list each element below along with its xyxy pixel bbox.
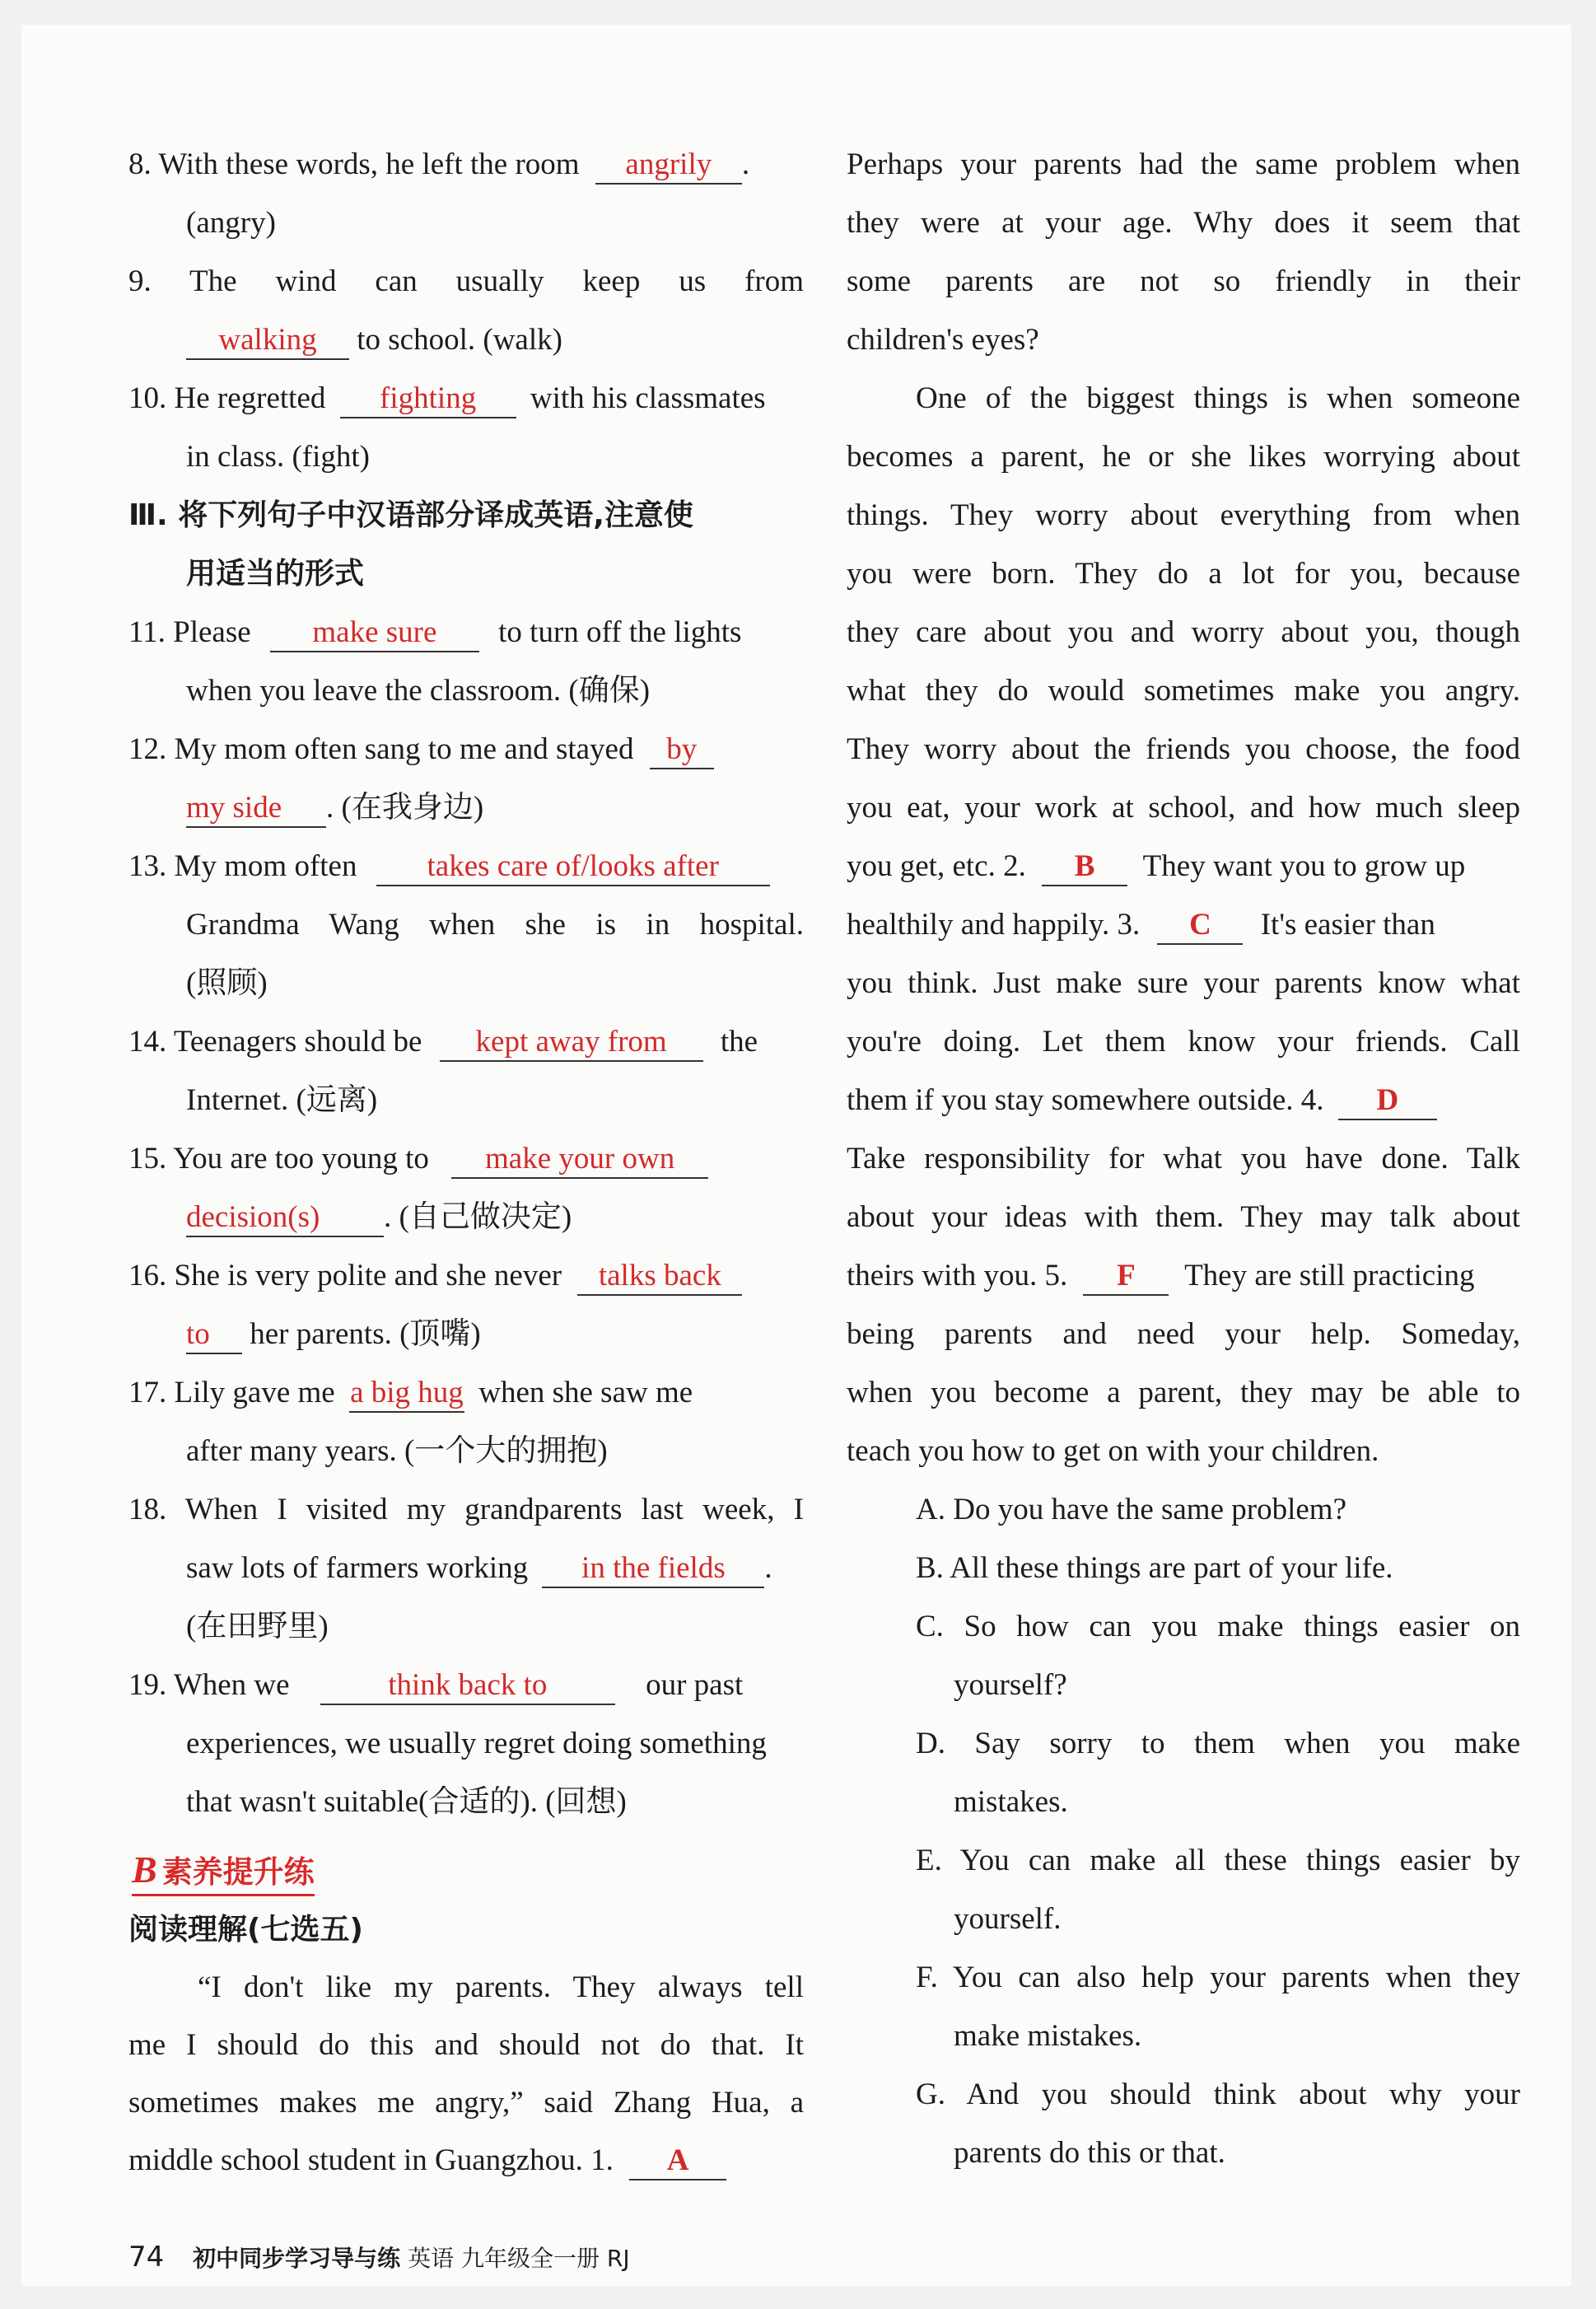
- reading-p2-line15: about your ideas with them. They may talk about: [847, 1200, 1520, 1234]
- book-subject: 英语 九年级全一册 RJ: [408, 2245, 630, 2272]
- question-19: [128, 1665, 804, 1706]
- option-e: E. You can make all these things easier by: [916, 1844, 1520, 1877]
- reading-p2-line7: They worry about the friends you choose, the food: [847, 732, 1520, 766]
- reading-title: 阅读理解(七选五): [128, 1913, 363, 1947]
- section-b-letter: B: [132, 1849, 157, 1891]
- reading-p2-line5: they care about you and worry about you, though: [847, 615, 1520, 649]
- answer-8: angrily: [595, 147, 742, 185]
- question-9: 9. The wind can usually keep us from: [128, 264, 804, 298]
- question-8: [128, 144, 804, 185]
- answer-blank-3: C: [1157, 907, 1243, 945]
- question-15-cont: [186, 1197, 572, 1238]
- passage-text: theirs with you. 5.: [847, 1259, 1068, 1292]
- question-text: 13. My mom often: [128, 849, 357, 883]
- answer-10: fighting: [340, 381, 516, 418]
- answer-15-part2: decision(s): [186, 1199, 384, 1237]
- section-3-heading: Ⅲ. 将下列句子中汉语部分译成英语,注意使: [128, 498, 693, 532]
- question-10-cont: in class. (fight): [186, 440, 370, 474]
- passage-text: They want you to grow up: [1142, 849, 1466, 883]
- passage-text: They are still practicing: [1184, 1259, 1475, 1292]
- section-b-title: 素养提升练: [161, 1854, 315, 1890]
- question-13-hint: (照顾): [186, 966, 268, 1000]
- question-text: saw lots of farmers working: [186, 1551, 529, 1585]
- option-f-cont: make mistakes.: [954, 2019, 1142, 2053]
- answer-18: in the fields: [542, 1550, 764, 1588]
- question-16: [128, 1255, 804, 1297]
- reading-p2-line1: One of the biggest things is when someone: [916, 381, 1520, 415]
- reading-p2-line14: Take responsibility for what you have done. Talk: [847, 1142, 1520, 1176]
- reading-p2-line8: you eat, your work at school, and how much sleep: [847, 791, 1520, 825]
- option-a: A. Do you have the same problem?: [916, 1493, 1346, 1526]
- question-11-cont: when you leave the classroom. (确保): [186, 674, 651, 708]
- reading-para1-line3: sometimes makes me angry,” said Zhang Hua, a: [128, 2086, 804, 2120]
- question-text: the: [720, 1025, 758, 1059]
- option-g: G. And you should think about why your: [916, 2078, 1520, 2111]
- reading-para1-line4: [128, 2140, 804, 2181]
- question-14: [128, 1021, 804, 1063]
- question-text: with his classmates: [530, 381, 766, 415]
- passage-text: them if you stay somewhere outside. 4.: [847, 1083, 1324, 1117]
- question-19-cont: experiences, we usually regret doing something: [186, 1727, 767, 1760]
- question-14-cont: Internet. (远离): [186, 1083, 378, 1117]
- answer-16-part2: to: [186, 1316, 242, 1354]
- answer-19: think back to: [320, 1667, 615, 1705]
- reading-para1-line2: me I should do this and should not do that. It: [128, 2028, 804, 2062]
- reading-p2-line4: you were born. They do a lot for you, because: [847, 557, 1520, 591]
- section-b-heading: [132, 1847, 315, 1891]
- option-d: D. Say sorry to them when you make: [916, 1727, 1520, 1760]
- reading-p2-line17: being parents and need your help. Someday,: [847, 1317, 1520, 1351]
- period: .: [741, 147, 750, 181]
- question-19-cont2: that wasn't suitable(合适的). (回想): [186, 1785, 627, 1819]
- reading-p2-line11: you think. Just make sure your parents know what: [847, 966, 1520, 1000]
- reading-p2-line3: things. They worry about everything from when: [847, 498, 1520, 532]
- question-text: 19. When we: [128, 1668, 290, 1702]
- question-11: [128, 612, 804, 653]
- passage-text: you get, etc. 2.: [847, 849, 1026, 883]
- reading-p2-line13: [847, 1080, 1520, 1121]
- question-16-cont: [186, 1314, 481, 1355]
- question-text: 10. He regretted: [128, 381, 326, 415]
- answer-13: takes care of/looks after: [376, 848, 770, 886]
- question-17-cont: after many years. (一个大的拥抱): [186, 1434, 608, 1468]
- question-13: [128, 846, 804, 887]
- answer-11: make sure: [270, 615, 479, 652]
- section-b-underline: [132, 1894, 315, 1896]
- period: .: [764, 1551, 772, 1585]
- reading-p2-line16: [847, 1255, 1520, 1297]
- question-9-cont: [186, 320, 562, 361]
- reading-p1r-line3: some parents are not so friendly in their: [847, 264, 1520, 298]
- question-12-cont: [186, 788, 483, 829]
- answer-17: a big hug: [349, 1375, 464, 1413]
- reading-p1r-line2: they were at your age. Why does it seem that: [847, 206, 1520, 240]
- reading-p2-line6: what they do would sometimes make you angry.: [847, 674, 1520, 708]
- question-text: our past: [646, 1668, 744, 1702]
- reading-p2-line19: teach you how to get on with your children.: [847, 1434, 1379, 1468]
- passage-text: middle school student in Guangzhou. 1.: [128, 2143, 614, 2177]
- question-text: to turn off the lights: [498, 615, 742, 649]
- reading-p2-line12: you're doing. Let them know your friends. Call: [847, 1025, 1520, 1059]
- answer-14: kept away from: [440, 1024, 703, 1062]
- answer-blank-1: A: [629, 2143, 726, 2180]
- page-footer: [128, 2241, 630, 2274]
- answer-blank-5: F: [1083, 1258, 1169, 1296]
- question-text: 11. Please: [128, 615, 251, 649]
- question-13-cont: Grandma Wang when she is in hospital.: [186, 908, 804, 942]
- question-text: 15. You are too young to: [128, 1142, 429, 1176]
- question-text: to school. (walk): [357, 323, 562, 357]
- option-g-cont: parents do this or that.: [954, 2136, 1225, 2170]
- passage-text: It's easier than: [1260, 908, 1435, 942]
- option-d-cont: mistakes.: [954, 1785, 1068, 1819]
- book-title: 初中同步学习导与练: [193, 2245, 401, 2272]
- question-18-hint: (在田野里): [186, 1610, 329, 1643]
- question-18-cont: [186, 1548, 772, 1589]
- question-text: when she saw me: [478, 1376, 693, 1409]
- answer-12-part1: by: [650, 731, 714, 769]
- passage-text: healthily and happily. 3.: [847, 908, 1141, 942]
- question-text: 17. Lily gave me: [128, 1376, 335, 1409]
- question-text: 16. She is very polite and she never: [128, 1259, 562, 1292]
- question-text: her parents. (顶嘴): [250, 1317, 481, 1351]
- question-15: [128, 1138, 804, 1180]
- question-18: 18. When I visited my grandparents last week, I: [128, 1493, 804, 1526]
- question-text: . (自己做决定): [384, 1200, 572, 1234]
- question-text: 12. My mom often sang to me and stayed: [128, 732, 634, 766]
- question-text: . (在我身边): [326, 791, 484, 825]
- question-17: [128, 1372, 804, 1414]
- question-10: [128, 378, 804, 419]
- option-f: F. You can also help your parents when they: [916, 1961, 1520, 1994]
- reading-p2-line10: [847, 904, 1520, 946]
- reading-p1r-line4: children's eyes?: [847, 323, 1039, 357]
- answer-blank-2: B: [1042, 848, 1127, 886]
- section-3-heading-cont: 用适当的形式: [186, 557, 365, 591]
- question-text: 8. With these words, he left the room: [128, 147, 580, 181]
- reading-p1r-line1: Perhaps your parents had the same problem when: [847, 147, 1520, 181]
- option-b: B. All these things are part of your life.: [916, 1551, 1393, 1585]
- reading-p2-line2: becomes a parent, he or she likes worrying about: [847, 440, 1520, 474]
- reading-p2-line18: when you become a parent, they may be able to: [847, 1376, 1520, 1409]
- answer-15-part1: make your own: [451, 1141, 708, 1179]
- option-e-cont: yourself.: [954, 1902, 1062, 1936]
- reading-para1-line1: “I don't like my parents. They always tell: [198, 1970, 804, 2004]
- answer-16-part1: talks back: [577, 1258, 742, 1296]
- question-text: 14. Teenagers should be: [128, 1025, 422, 1059]
- answer-blank-4: D: [1338, 1082, 1437, 1120]
- question-12: [128, 729, 804, 770]
- page-number: 74: [128, 2241, 165, 2274]
- workbook-page: [21, 25, 1571, 2286]
- answer-12-part2: my side: [186, 790, 326, 828]
- option-c: C. So how can you make things easier on: [916, 1610, 1520, 1643]
- answer-9: walking: [186, 322, 349, 360]
- question-8-hint: (angry): [186, 206, 276, 240]
- reading-p2-line9: [847, 846, 1520, 887]
- option-c-cont: yourself?: [954, 1668, 1067, 1702]
